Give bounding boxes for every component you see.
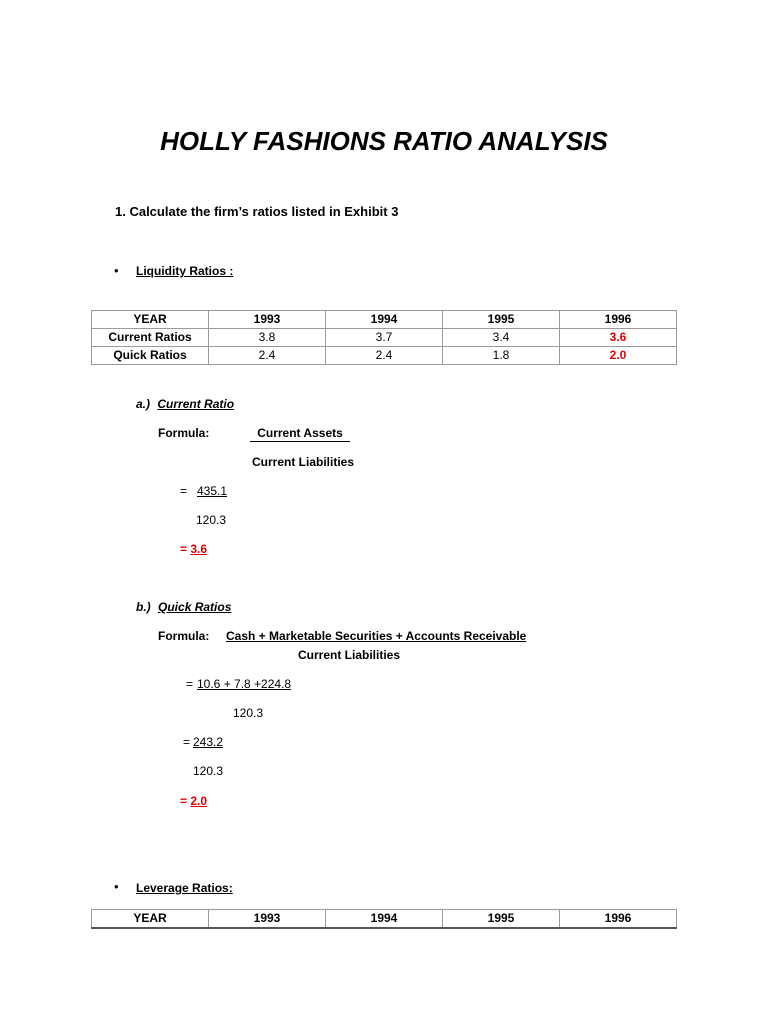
calc-numerator: 435.1 — [197, 484, 228, 498]
quick-ratio-result — [180, 794, 207, 808]
row-label: Current Ratios — [92, 329, 209, 347]
row-label: Quick Ratios — [92, 347, 209, 365]
calc-equals: = — [186, 677, 194, 691]
table-header-row — [92, 910, 677, 929]
result-value: 3.6 — [190, 542, 208, 556]
table-header-row — [92, 311, 677, 329]
header-cell: 1996 — [560, 311, 677, 329]
formula-label: Formula: — [158, 629, 210, 643]
formula-label: Formula: — [158, 426, 210, 440]
calc-numerator: 10.6 + 7.8 +224.8 — [197, 677, 292, 691]
header-cell: YEAR — [92, 311, 209, 329]
current-ratio-heading — [136, 397, 234, 411]
formula-numerator: Current Assets — [250, 426, 350, 442]
table-cell-highlight: 2.0 — [560, 347, 677, 365]
table-cell: 3.7 — [326, 329, 443, 347]
calc-denominator: 120.3 — [233, 706, 264, 720]
header-cell: YEAR — [92, 910, 209, 929]
calc-denominator: 120.3 — [196, 513, 227, 527]
header-cell: 1995 — [443, 910, 560, 929]
sub-label: b.) — [136, 600, 151, 614]
current-ratio-result — [180, 542, 207, 556]
table-cell: 2.4 — [209, 347, 326, 365]
calc-numerator: 243.2 — [193, 735, 224, 749]
calc-equals: = — [183, 735, 191, 749]
leverage-table — [91, 909, 677, 929]
calc-denominator: 120.3 — [193, 764, 224, 778]
calc-equals: = — [180, 484, 188, 498]
table-cell: 1.8 — [443, 347, 560, 365]
quick-ratio-heading — [136, 600, 231, 614]
header-cell: 1993 — [209, 311, 326, 329]
formula-numerator: Cash + Marketable Securities + Accounts Receivable — [226, 629, 527, 643]
result-value: 2.0 — [190, 794, 208, 808]
table-cell: 3.4 — [443, 329, 560, 347]
header-cell: 1996 — [560, 910, 677, 929]
result-equals: = — [180, 794, 188, 808]
header-cell: 1994 — [326, 910, 443, 929]
liquidity-table — [91, 310, 677, 365]
page-title: HOLLY FASHIONS RATIO ANALYSIS — [160, 126, 608, 156]
sub-name: Quick Ratios — [158, 600, 232, 614]
leverage-heading: Leverage Ratios: — [136, 881, 233, 895]
result-equals: = — [180, 542, 188, 556]
formula-denominator: Current Liabilities — [298, 648, 401, 662]
question-1: 1. Calculate the firm’s ratios listed in Exhibit 3 — [115, 204, 399, 219]
header-cell: 1993 — [209, 910, 326, 929]
table-cell: 3.8 — [209, 329, 326, 347]
sub-name: Current Ratio — [157, 397, 235, 411]
sub-label: a.) — [136, 397, 151, 411]
header-cell: 1994 — [326, 311, 443, 329]
table-cell: 2.4 — [326, 347, 443, 365]
table-cell-highlight: 3.6 — [560, 329, 677, 347]
header-cell: 1995 — [443, 311, 560, 329]
bullet-leverage: • — [114, 879, 119, 894]
table-row — [92, 347, 677, 365]
bullet-liquidity: • — [114, 263, 119, 278]
liquidity-heading: Liquidity Ratios : — [136, 264, 234, 278]
table-row — [92, 329, 677, 347]
formula-denominator: Current Liabilities — [252, 455, 355, 469]
